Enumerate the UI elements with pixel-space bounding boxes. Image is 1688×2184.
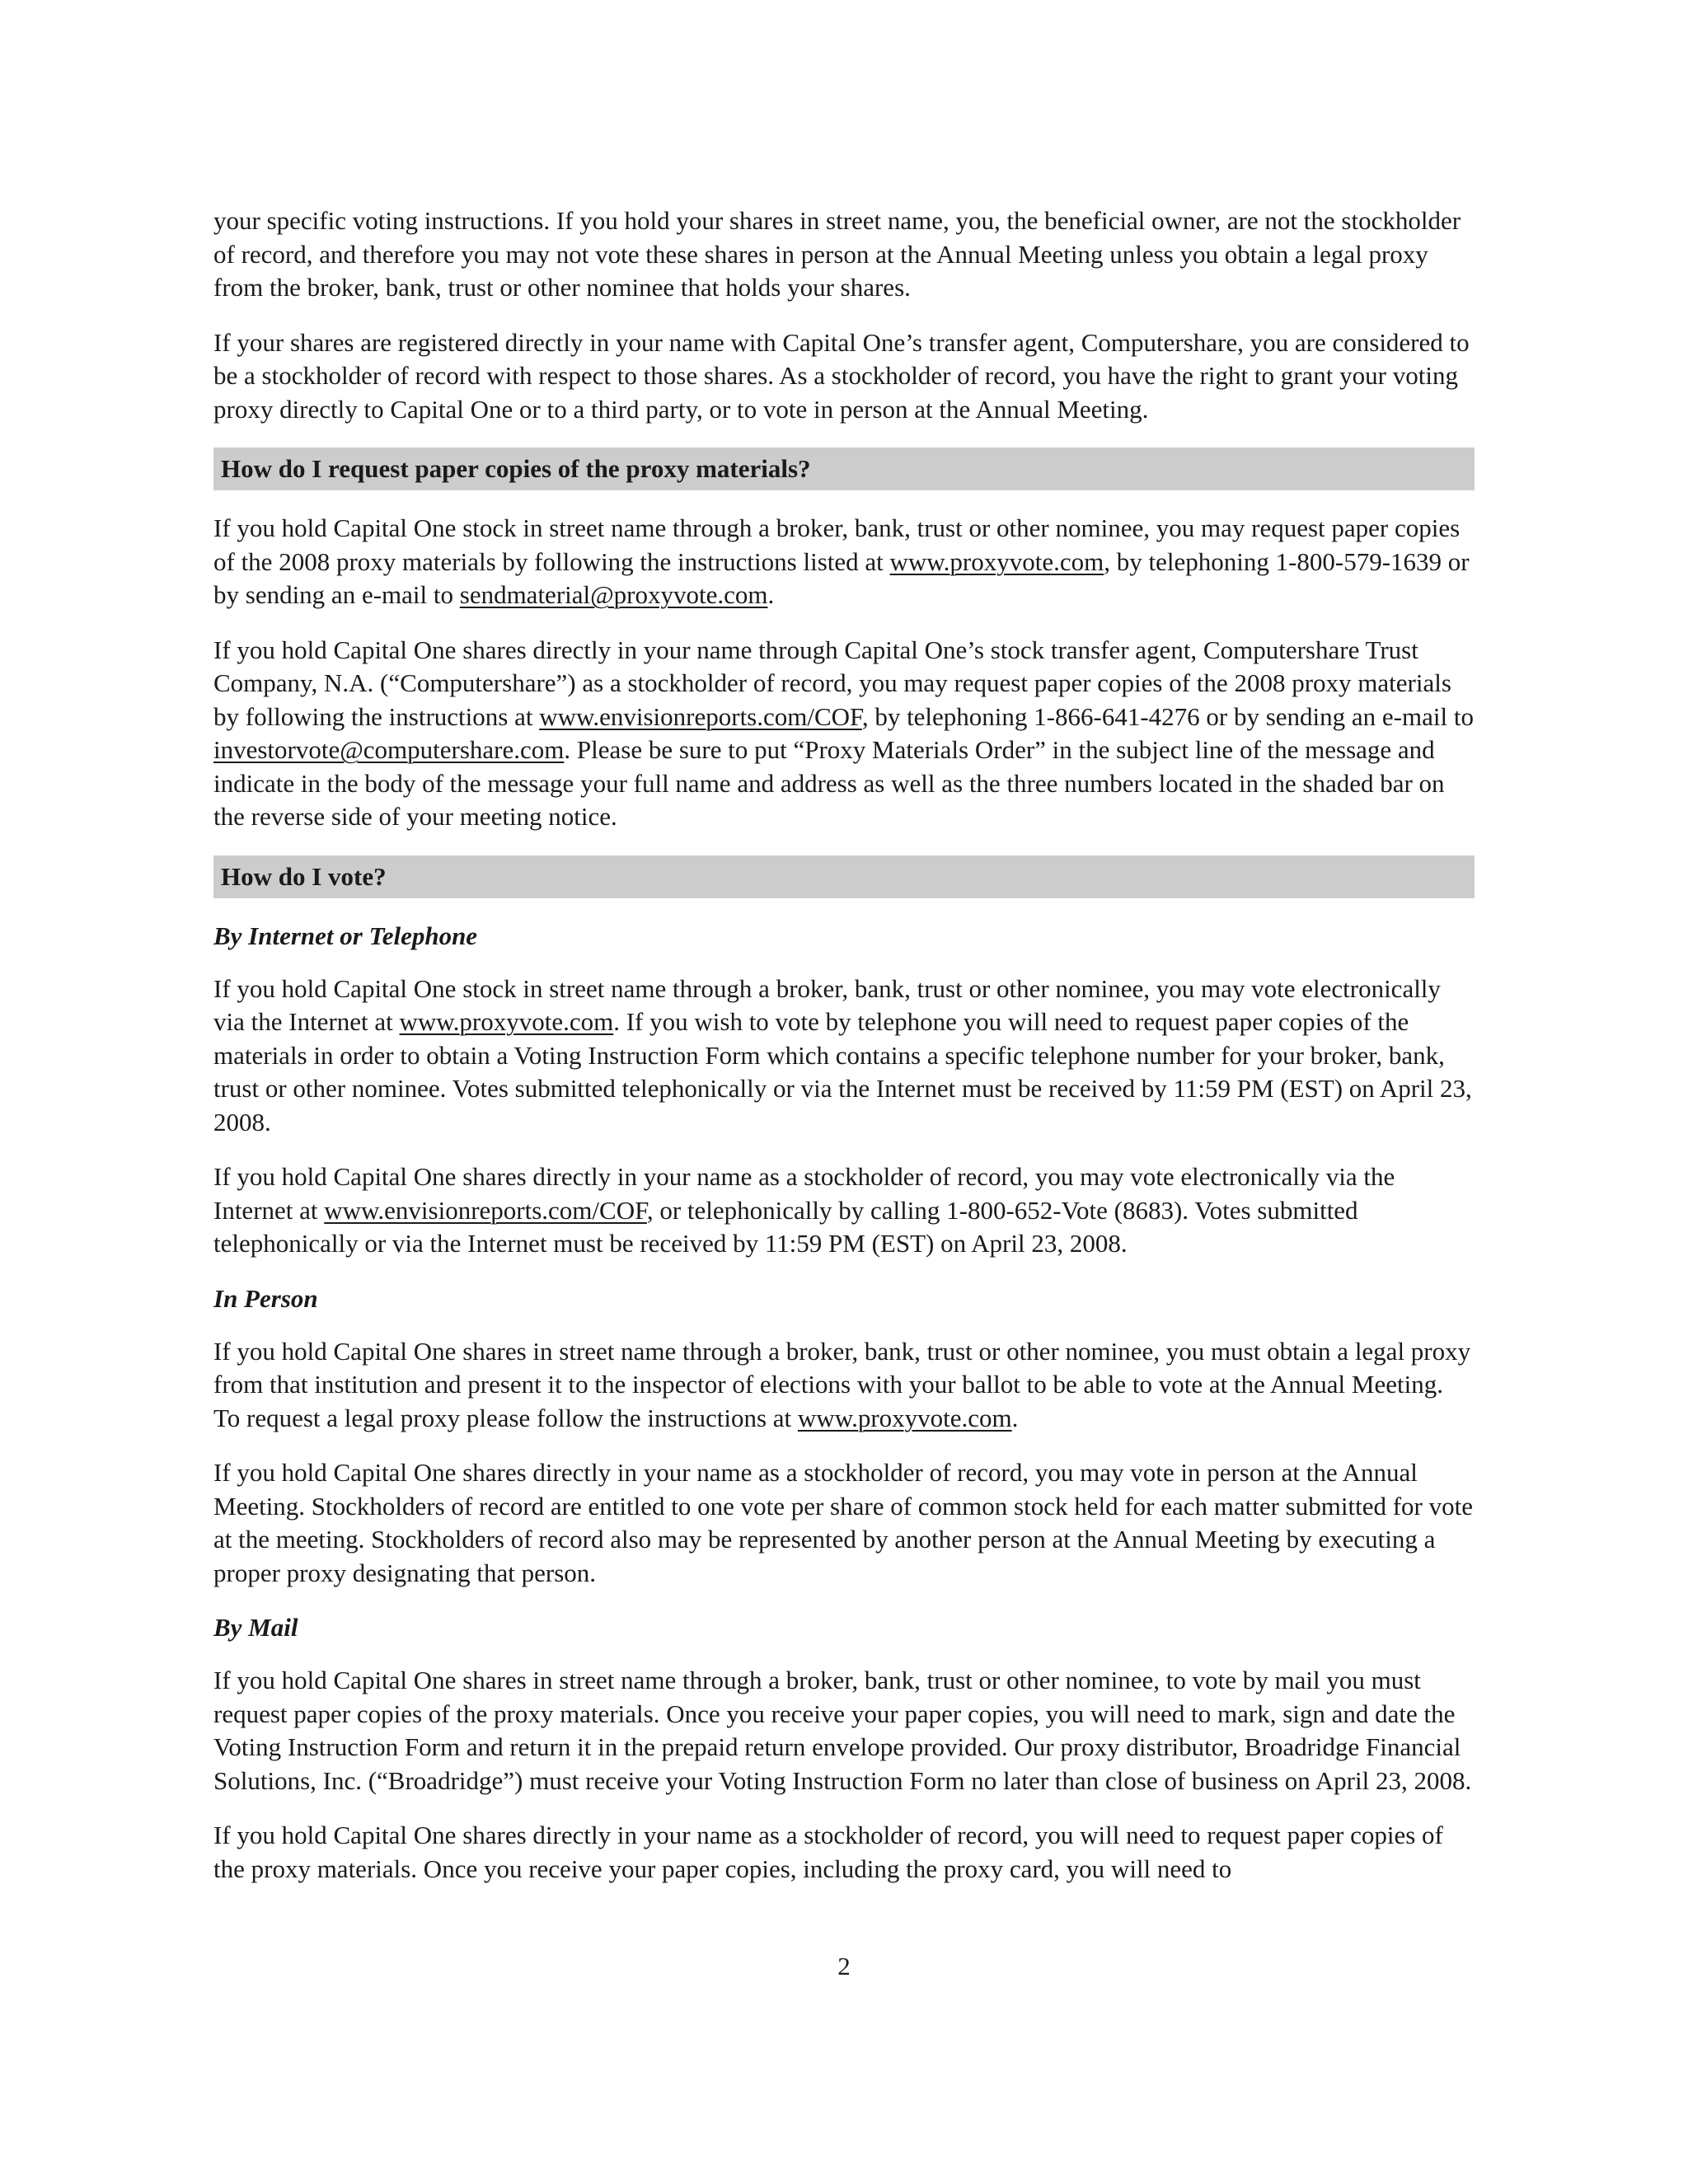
subheading-by-mail: By Mail	[213, 1613, 298, 1642]
text-segment: If you hold Capital One shares in street name through a broker, bank, trust or other nominee, you must obtain a legal proxy from that institution and present it to the inspector of elections with your ballot to be able to vote at the Annual Meeting. To request a legal proxy please follow the instructions at	[213, 1336, 1471, 1432]
proxyvote-link[interactable]: www.proxyvote.com	[399, 1007, 614, 1036]
envisionreports-link[interactable]: www.envisionreports.com/COF	[324, 1195, 647, 1225]
text-segment: If you hold Capital One stock in street name through a broker, bank, trust or other nominee, you may request paper copies of the 2008 proxy materials by following the instructions listed at	[213, 513, 1461, 576]
sendmaterial-email-link[interactable]: sendmaterial@proxyvote.com	[459, 580, 768, 609]
text-segment: . Please be sure to put “Proxy Materials Order” in the subject line of the message and indicate in the body of the message your full name and address as well as the three numbers located in the shaded bar on the reverse side of your meeting notice.	[213, 735, 1445, 831]
paragraph-in-person-street-name	[213, 1335, 1475, 1436]
paragraph-street-name-voting: your specific voting instructions. If you hold your shares in street name, you, the beneficial owner, are not the stockholder of record, and therefore you may not vote these shares in person at the Annual Meeting unless you obtain a legal proxy from the broker, bank, trust or other nominee that holds your shares.	[213, 206, 1461, 302]
text-segment: , by telephoning 1-866-641-4276 or by sending an e-mail to	[861, 701, 1474, 731]
text-segment: .	[1011, 1403, 1019, 1432]
page-number: 2	[837, 1952, 851, 1980]
text-segment: If you hold Capital One shares directly in your name through Capital One’s stock transfer agent, Computershare Trust Company, N.A. (“Computershare”) as a stockholder of record, you may request paper copies of the 2008 proxy materials by following the instructions at	[213, 635, 1451, 731]
envisionreports-link[interactable]: www.envisionreports.com/COF	[539, 701, 862, 731]
subheading-in-person: In Person	[213, 1283, 318, 1313]
document-body	[213, 204, 1475, 1907]
paragraph-mail-record-holder: If you hold Capital One shares directly in your name as a stockholder of record, you will need to request paper copies of the proxy materials. Once you receive your paper copies, including the proxy card, you will need to	[213, 1821, 1443, 1883]
proxyvote-link[interactable]: www.proxyvote.com	[889, 546, 1104, 576]
text-segment: , by telephoning 1-800-579-1639 or by sending an e-mail to	[213, 546, 1470, 609]
paragraph-in-person-record-holder: If you hold Capital One shares directly in your name as a stockholder of record, you may vote in person at the Annual Meeting. Stockholders of record are entitled to one vote per share of common stock held for each matter submitted for vote at the meeting. Stockholders of record also may be represented by another person at the Annual Meeting by executing a proper proxy designating that person.	[213, 1458, 1473, 1587]
paragraph-stockholder-of-record: If your shares are registered directly in your name with Capital One’s transfer agent, Computershare, you are considered to be a stockholder of record with respect to those shares. As a stockholder of record, you have the right to grant your voting proxy directly to Capital One or to a third party, or to vote in person at the Annual Meeting.	[213, 327, 1470, 424]
text-segment: , or telephonically by calling 1-800-652-Vote (8683). Votes submitted telephonically or via the Internet must be received by 11:59 PM (EST) on April 23, 2008.	[213, 1195, 1358, 1258]
paragraph-internet-vote-street-name	[213, 972, 1475, 1140]
text-segment: . If you wish to vote by telephone you will need to request paper copies of the materials in order to obtain a Voting Instruction Form which contains a specific telephone number for your broker, bank, trust or other nominee. Votes submitted telephonically or via the Internet must be received by 11:59 PM (EST) on April 23, 2008.	[213, 1007, 1472, 1137]
paragraph-mail-street-name: If you hold Capital One shares in street name through a broker, bank, trust or other nominee, to vote by mail you must request paper copies of the proxy materials. Once you receive your paper copies, you will need to mark, sign and date the Voting Instruction Form and return it in the prepaid return envelope provided. Our proxy distributor, Broadridge Financial Solutions, Inc. (“Broadridge”) must receive your Voting Instruction Form no later than close of business on April 23, 2008.	[213, 1666, 1472, 1795]
text-segment: If you hold Capital One shares directly in your name as a stockholder of record, you may vote electronically via the Internet at	[213, 1162, 1395, 1225]
paragraph-paper-copies-street-name	[213, 512, 1475, 612]
paragraph-internet-vote-record-holder	[213, 1160, 1475, 1261]
paragraph-paper-copies-record-holder	[213, 634, 1475, 834]
section-header-how-to-vote: How do I vote?	[213, 855, 1475, 898]
text-segment: .	[767, 580, 775, 609]
proxyvote-link[interactable]: www.proxyvote.com	[797, 1403, 1012, 1432]
investorvote-email-link[interactable]: investorvote@computershare.com	[213, 735, 565, 764]
section-header-paper-copies: How do I request paper copies of the proxy materials?	[213, 448, 1475, 490]
subheading-internet-telephone: By Internet or Telephone	[213, 921, 478, 950]
text-segment: If you hold Capital One stock in street name through a broker, bank, trust or other nominee, you may vote electronically via the Internet at	[213, 973, 1441, 1036]
